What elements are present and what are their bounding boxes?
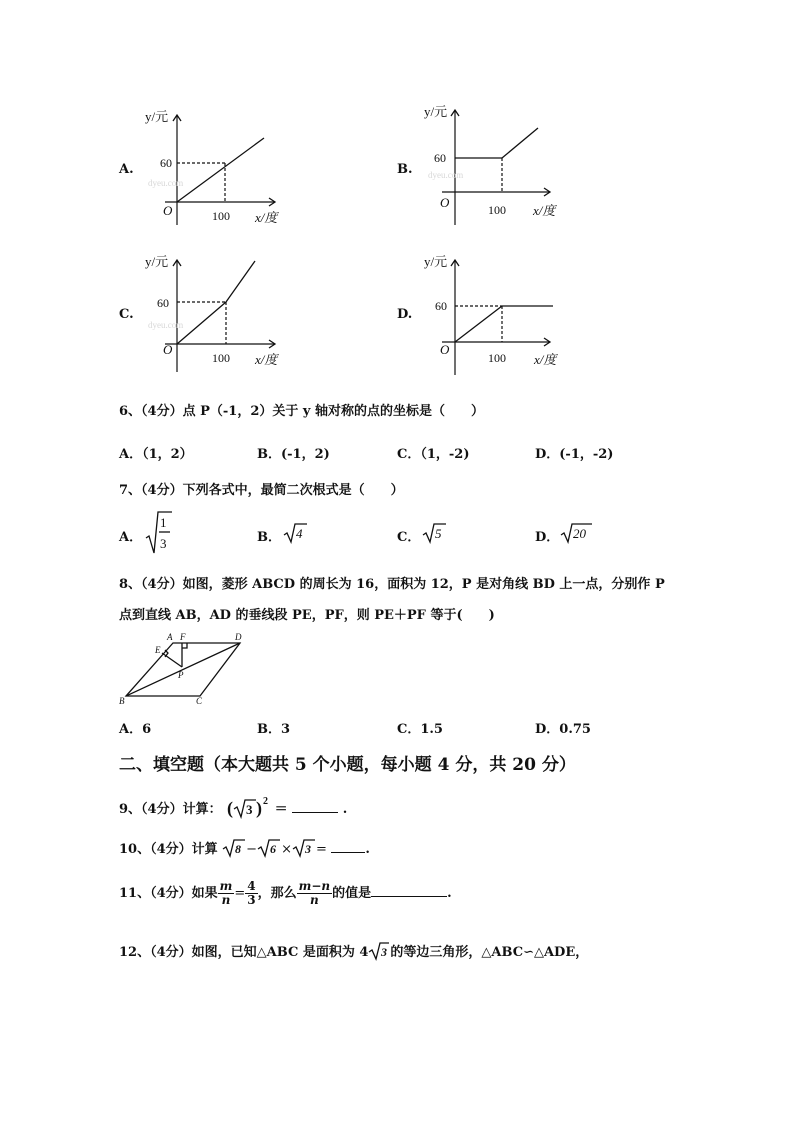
- exponent: 2: [263, 796, 269, 807]
- fraction-m-minus-n-over-n: [297, 880, 332, 907]
- watermark: dyeu.com: [148, 178, 184, 188]
- question-8-line-1: 8、（4分）如图，菱形 ABCD 的周长为 16，面积为 12，P 是对角线 BD 上一点，分别作 P: [119, 577, 665, 592]
- graph-a: [140, 105, 280, 230]
- equals-sign: =: [315, 842, 327, 857]
- q9-answer-blank[interactable]: [292, 812, 338, 813]
- radical-sign: [293, 840, 315, 856]
- x-tick-100: 100: [488, 351, 506, 365]
- watermark: dyeu.com: [148, 320, 184, 330]
- origin-label: O: [440, 342, 450, 357]
- y-tick-60: 60: [157, 296, 169, 310]
- q12-prefix: 12、（4分）如图，已知△ABC 是面积为 4: [119, 945, 369, 960]
- radicand: 3: [304, 842, 311, 856]
- section-2-heading: 二、填空题（本大题共 5 个小题，每小题 4 分，共 20 分）: [119, 755, 576, 775]
- q7-option-d-letter: D．: [535, 530, 560, 545]
- x-axis-label: x/度: [255, 352, 278, 367]
- q6-option-a: A．（1，2）: [119, 447, 193, 462]
- question-10: [119, 838, 370, 858]
- radical-sign: [223, 840, 245, 856]
- question-12: [119, 941, 588, 961]
- label-e: E: [155, 645, 161, 655]
- x-axis-label: x/度: [534, 352, 557, 367]
- rising-segment: [455, 306, 502, 342]
- label-p: P: [178, 670, 184, 680]
- denominator: n: [221, 893, 231, 907]
- label-f: F: [180, 632, 186, 642]
- q7-option-a-sqrt-fraction: [144, 510, 174, 556]
- right-paren: ): [256, 798, 263, 818]
- right-angle-f: [182, 643, 187, 648]
- radical-sign: [234, 800, 256, 817]
- times-sign: ×: [281, 842, 292, 857]
- fraction-denominator: 3: [160, 536, 167, 551]
- x-tick-100: 100: [212, 351, 230, 365]
- q11-suffix: 的值是: [332, 886, 372, 901]
- q8-option-d: D．0.75: [535, 722, 591, 737]
- origin-label: O: [163, 203, 173, 218]
- x-axis-label: x/度: [255, 210, 278, 225]
- q9-prefix: 9、（4分）计算：: [119, 802, 222, 817]
- y-axis-label: y/元: [145, 254, 169, 269]
- q7-option-a-letter: A．: [119, 530, 143, 545]
- q11-prefix: 11、（4分）如果: [119, 886, 218, 901]
- q7-option-b-sqrt: [283, 522, 309, 544]
- sqrt-8: [222, 838, 246, 858]
- q12-suffix: 的等边三角形，△ABC∽△ADE，: [390, 945, 589, 960]
- radical-sign: [258, 840, 280, 856]
- x-tick-100: 100: [212, 209, 230, 223]
- graph-d: [420, 250, 565, 375]
- q11-mid: ，那么: [257, 886, 297, 901]
- q7-option-d-sqrt: [560, 522, 594, 544]
- first-segment: [177, 302, 226, 344]
- y-tick-60: 60: [160, 156, 172, 170]
- segment-pe: [162, 653, 182, 667]
- q8-option-a: A．6: [119, 722, 152, 737]
- radicand: 6: [270, 842, 277, 856]
- q8-option-b: B．3: [257, 722, 291, 737]
- question-11: [119, 880, 452, 907]
- numerator: m−n: [298, 879, 331, 893]
- q9-end: .: [342, 802, 348, 817]
- sqrt-3: [292, 838, 316, 858]
- graph-b: [420, 100, 565, 225]
- y-axis-label: y/元: [424, 254, 448, 269]
- fraction-m-over-n: [218, 880, 235, 907]
- q11-end: .: [447, 886, 452, 901]
- origin-label: O: [440, 195, 450, 210]
- q9-expression: [226, 795, 270, 821]
- y-tick-60: 60: [435, 299, 447, 313]
- denominator: n: [310, 893, 319, 907]
- minus-sign: −: [246, 842, 258, 857]
- sqrt-3: [368, 941, 390, 961]
- steeper-segment: [226, 261, 255, 302]
- radicand: 3: [381, 945, 388, 959]
- graph-c: [140, 250, 280, 375]
- question-7-stem: 7、（4分）下列各式中，最简二次根式是（ ）: [119, 483, 404, 498]
- q11-answer-blank[interactable]: [371, 896, 447, 897]
- origin-label: O: [163, 342, 173, 357]
- label-a: A: [167, 632, 173, 642]
- y-axis-label: y/元: [424, 104, 448, 119]
- option-b-label: B.: [397, 162, 413, 177]
- option-c-label: C.: [119, 307, 134, 322]
- rising-segment: [502, 128, 538, 158]
- graph-line: [177, 138, 264, 202]
- y-tick-60: 60: [434, 151, 446, 165]
- q10-prefix: 10、（4分）计算: [119, 842, 218, 857]
- option-a-label: A.: [119, 162, 134, 177]
- radicand: 20: [573, 526, 586, 541]
- q7-option-c-sqrt: [422, 522, 448, 544]
- option-d-label: D.: [397, 307, 413, 322]
- question-8-line-2: 点到直线 AB，AD 的垂线段 PE，PF，则 PE＋PF 等于( ): [119, 608, 495, 623]
- fraction-numerator: 1: [160, 515, 167, 530]
- sqrt-6: [257, 838, 281, 858]
- equals-sign: =: [234, 886, 246, 901]
- q6-option-d: D．(-1，-2): [535, 447, 614, 462]
- radicand: 4: [296, 526, 303, 541]
- y-axis-label: y/元: [145, 109, 169, 124]
- radicand: 3: [246, 802, 253, 817]
- numerator: 4: [247, 879, 256, 893]
- question-6-stem: 6、（4分）点 P（-1，2）关于 y 轴对称的点的坐标是（ ）: [119, 404, 484, 419]
- right-angle-e: [165, 650, 168, 657]
- q7-option-b-letter: B．: [257, 530, 281, 545]
- watermark: dyeu.com: [428, 170, 464, 180]
- radicand: 8: [235, 842, 242, 856]
- q8-option-c: C．1.5: [397, 722, 443, 737]
- q7-option-c-letter: C．: [397, 530, 421, 545]
- q10-answer-blank[interactable]: [331, 852, 365, 853]
- q6-option-c: C．（1，-2): [397, 447, 470, 462]
- q6-option-b: B．(-1，2): [257, 447, 330, 462]
- x-axis-label: x/度: [533, 203, 556, 218]
- fraction-4-over-3: [245, 880, 257, 907]
- question-9: [119, 795, 347, 821]
- radicand: 5: [435, 526, 442, 541]
- label-b: B: [119, 696, 125, 706]
- label-c: C: [196, 696, 203, 706]
- q10-end: .: [365, 842, 370, 857]
- rhombus-figure: [114, 628, 254, 708]
- label-d: D: [235, 632, 242, 642]
- q9-equals: ＝: [274, 802, 288, 817]
- denominator: 3: [247, 893, 256, 907]
- x-tick-100: 100: [488, 203, 506, 217]
- numerator: m: [219, 879, 233, 893]
- left-paren: (: [227, 798, 234, 818]
